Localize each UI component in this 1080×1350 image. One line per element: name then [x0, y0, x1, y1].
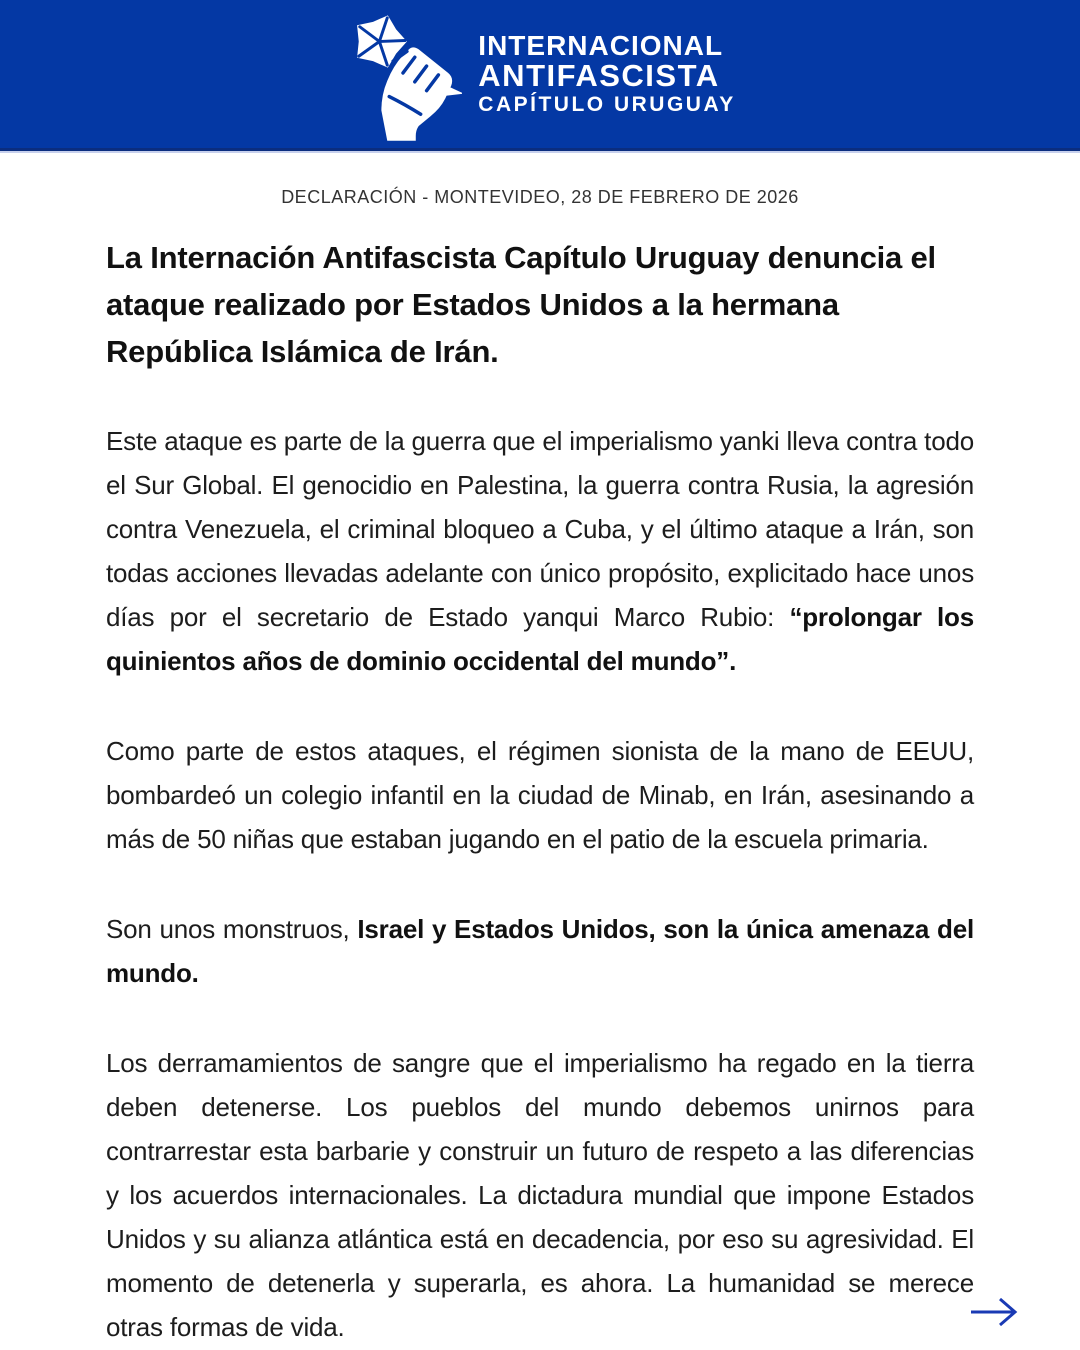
logo-line-2: ANTIFASCISTA [478, 57, 720, 93]
paragraph-3-bold-text: Israel y Estados Unidos, son la única amenaza del mundo. [106, 914, 974, 988]
paragraph-4 [106, 1041, 974, 1349]
paragraph-1-text: Este ataque es parte de la guerra que el imperialismo yanki lleva contra todo el Sur Global. El genocidio en Palestina, la guerra contra Rusia, la agresión contra Venezuela, el criminal bloqueo a Cuba, y el último ataque a Irán, son todas acciones llevadas adelante con único propósito, explicitado hace unos días por el secretario de Estado yanqui Marco Rubio: [106, 426, 974, 632]
paragraph-2-text: Como parte de estos ataques, el régimen sionista de la mano de EEUU, bombardeó un colegio infantil en la ciudad de Minab, en Irán, asesinando a más de 50 niñas que estaban jugando en el patio de la escuela primaria. [106, 736, 974, 854]
raised-fist-icon [344, 12, 462, 136]
arrow-right-icon [968, 1294, 1024, 1330]
dateline: DECLARACIÓN - MONTEVIDEO, 28 DE FEBRERO DE 2026 [281, 187, 799, 207]
next-arrow-button[interactable] [968, 1294, 1024, 1330]
paragraph-2 [106, 729, 974, 861]
org-logo-text [478, 31, 735, 118]
org-logo [344, 12, 735, 136]
paragraph-4-text: Los derramamientos de sangre que el imperialismo ha regado en la tierra deben detenerse. Los pueblos del mundo debemos unirnos para contrarrestar esta barbarie y construir un futuro de respeto a las diferencias y los acuerdos internacionales. La dictadura mundial que impone Estados Unidos y su alianza atlántica está en decadencia, por eso su agresividad. El momento de detenerla y superarla, es ahora. La humanidad se merece otras formas de vida. [106, 1048, 974, 1342]
paragraph-1-bold-quote: “prolongar los quinientos años de dominio occidental del mundo”. [106, 602, 974, 676]
paragraph-1 [106, 419, 974, 683]
paragraph-3 [106, 907, 974, 995]
paragraph-3-text: Son unos monstruos, [106, 914, 358, 944]
logo-line-1: INTERNACIONAL [478, 29, 724, 61]
statement-title: La Internación Antifascista Capítulo Uruguay denuncia el ataque realizado por Estados Unidos a la hermana República Islámica de Irán. [106, 240, 936, 369]
logo-line-3: CAPÍTULO URUGUAY [478, 92, 736, 116]
header-banner [0, 0, 1080, 148]
statement-content [0, 153, 1080, 1349]
